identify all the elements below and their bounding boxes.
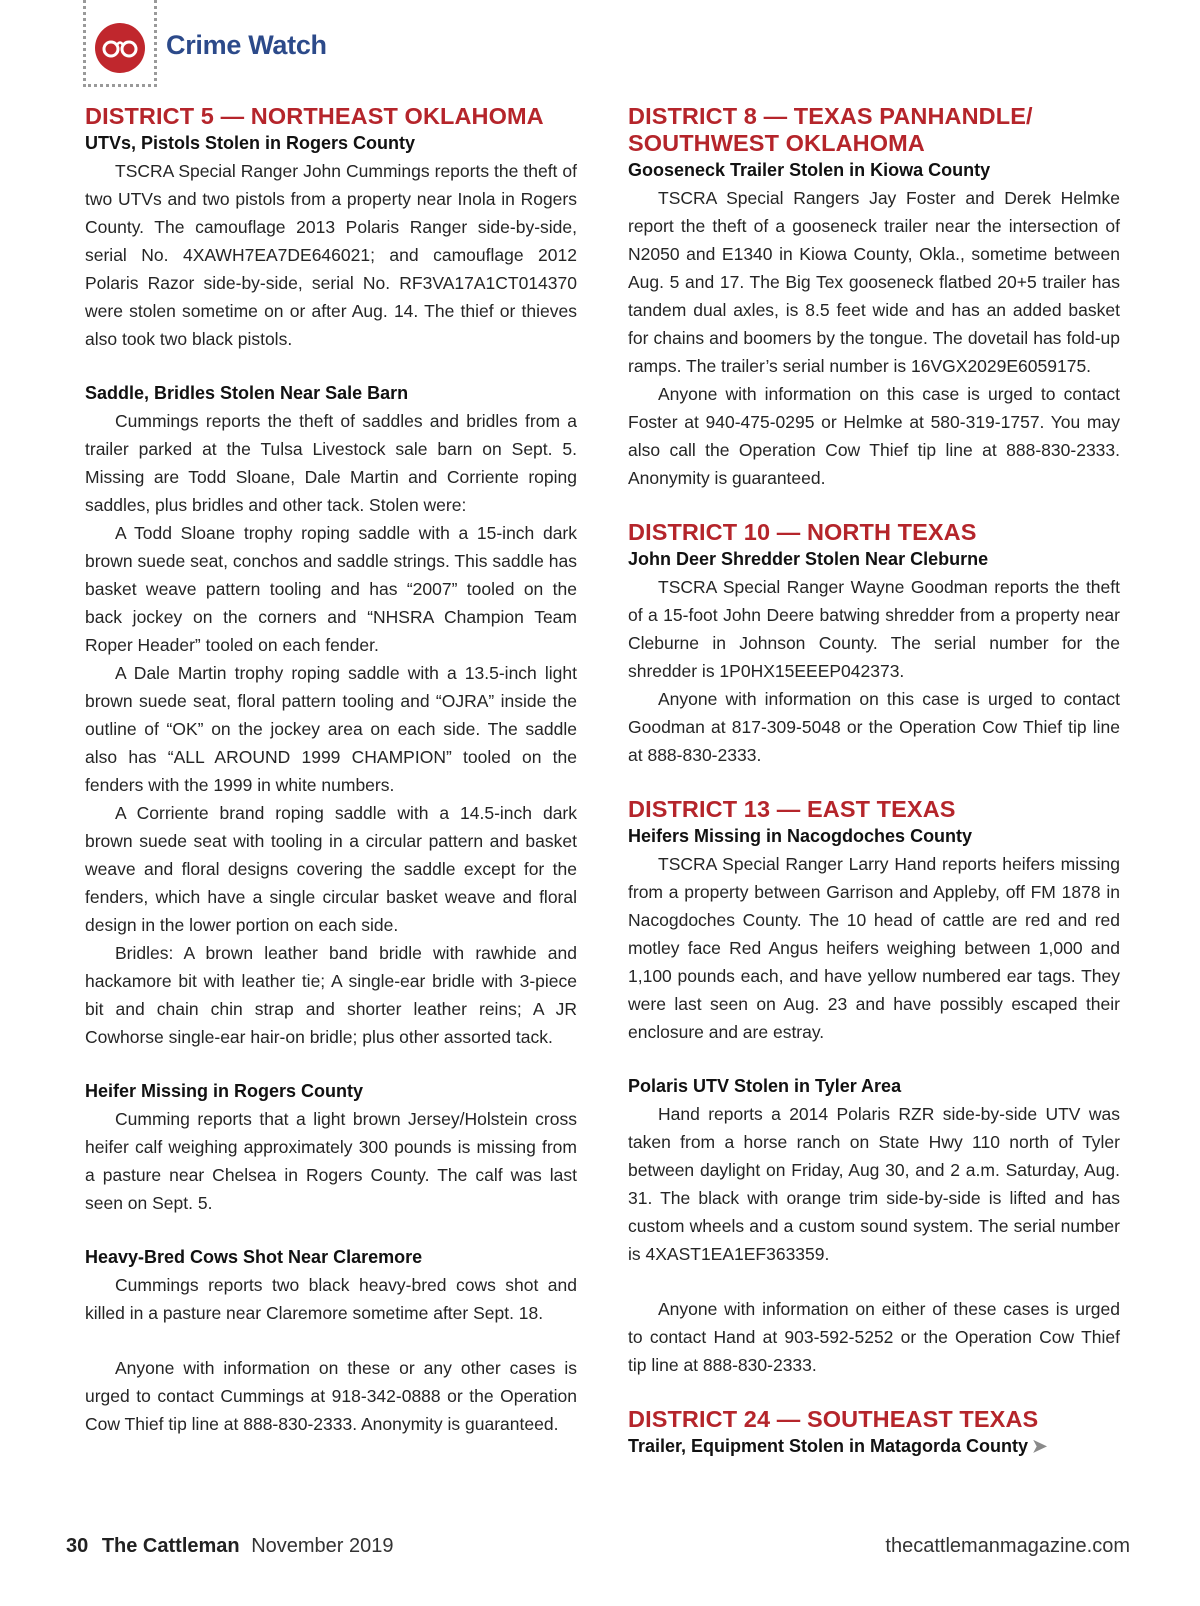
story-headline: Heavy-Bred Cows Shot Near Claremore	[85, 1247, 423, 1267]
right-column	[628, 103, 1120, 1460]
story-paragraph: Cummings reports two black heavy-bred cows shot and killed in a pasture near Claremore sometime after Sept. 18.	[85, 1275, 577, 1323]
page-footer	[66, 1535, 1130, 1565]
issue-date: November 2019	[251, 1535, 394, 1557]
crime-watch-logo-frame	[83, 0, 157, 87]
story-headline: Polaris UTV Stolen in Tyler Area	[628, 1076, 902, 1096]
left-column	[85, 103, 577, 1438]
story-paragraph: Cumming reports that a light brown Jersey/Holstein cross heifer calf weighing approximately 300 pounds is missing from a pasture near Chelsea in Rogers County. The calf was last seen on Sept. 5.	[85, 1109, 577, 1213]
district-8-heading	[628, 103, 1120, 157]
continue-arrow-icon: ➤	[1032, 1436, 1048, 1456]
story-headline: John Deer Shredder Stolen Near Cleburne	[628, 549, 989, 569]
story-headline: Saddle, Bridles Stolen Near Sale Barn	[85, 383, 409, 403]
story-headline-text: Trailer, Equipment Stolen in Matagorda County	[628, 1436, 1029, 1456]
contact-paragraph: Anyone with information on this case is urged to contact Goodman at 817-309-5048 or the Operation Cow Thief tip line at 888-830-2333.	[628, 689, 1120, 765]
page-number: 30	[66, 1535, 89, 1557]
crime-watch-logo	[95, 23, 145, 73]
district-8-heading-line2: SOUTHWEST OKLAHOMA	[628, 130, 925, 156]
contact-paragraph: Anyone with information on these or any other cases is urged to contact Cummings at 918-342-0888 or the Operation Cow Thief tip line at 888-830-2333. Anonymity is guaranteed.	[85, 1358, 577, 1434]
story-headline	[628, 1433, 1120, 1460]
story-headline: Gooseneck Trailer Stolen in Kiowa County	[628, 160, 991, 180]
contact-paragraph: Anyone with information on this case is urged to contact Foster at 940-475-0295 or Helmke at 580-319-1757. You may also call the Operation Cow Thief tip line at 888-830-2333. Anonymity is guaranteed.	[628, 384, 1120, 488]
story-headline: Heifer Missing in Rogers County	[85, 1081, 364, 1101]
website-link[interactable]: thecattlemanmagazine.com	[885, 1535, 1130, 1557]
story-headline: UTVs, Pistols Stolen in Rogers County	[85, 133, 416, 153]
district-8-heading-line1: DISTRICT 8 — TEXAS PANHANDLE/	[628, 103, 1033, 129]
story-paragraph: TSCRA Special Ranger John Cummings reports the theft of two UTVs and two pistols from a property near Inola in Rogers County. The camouflage 2013 Polaris Ranger side-by-side, serial No. 4XAWH7EA7DE646021; and camouflage 2012 Polaris Razor side-by-side, serial No. RF3VA17A1CT014370 were stolen sometime on or after Aug. 14. The thief or thieves also took two black pistols.	[85, 161, 577, 349]
story-paragraph: A Dale Martin trophy roping saddle with a 13.5-inch light brown suede seat, floral pattern tooling and “OJRA” inside the outline of “OK” on the jockey area on each side. The saddle also has “ALL AROUND 1999 CHAMPION” tooled on the fenders with the 1999 in white numbers.	[85, 663, 577, 795]
story-paragraph: Bridles: A brown leather band bridle with rawhide and hackamore bit with leather tie; A single-ear bridle with 3-piece bit and chain chin strap and shorter leather reins; A JR Cowhorse single-ear hair-on bridle; plus other assorted tack.	[85, 943, 577, 1047]
story-headline: Heifers Missing in Nacogdoches County	[628, 826, 973, 846]
district-24-heading: DISTRICT 24 — SOUTHEAST TEXAS	[628, 1406, 1039, 1432]
story-paragraph: TSCRA Special Rangers Jay Foster and Derek Helmke report the theft of a gooseneck trailer near the intersection of N2050 and E1340 in Kiowa County, Okla., sometime between Aug. 5 and 17. The Big Tex gooseneck flatbed 20+5 trailer has tandem dual axles, is 8.5 feet wide and has an added basket for chains and boomers by the tongue. The dovetail has fold-up ramps. The trailer’s serial number is 16VGX2029E6059175.	[628, 188, 1120, 376]
section-title: Crime Watch	[166, 30, 327, 60]
story-paragraph: TSCRA Special Ranger Larry Hand reports heifers missing from a property between Garrison and Appleby, off FM 1878 in Nacogdoches County. The 10 head of cattle are red and red motley face Red Angus heifers weighing between 1,000 and 1,100 pounds each, and have yellow numbered ear tags. They were last seen on Aug. 23 and have possibly escaped their enclosure and are estray.	[628, 854, 1120, 1042]
story-paragraph: Cummings reports the theft of saddles and bridles from a trailer parked at the Tulsa Livestock sale barn on Sept. 5. Missing are Todd Sloane, Dale Martin and Corriente roping saddles, plus bridles and other tack. Stolen were:	[85, 411, 577, 515]
magazine-name: The Cattleman	[101, 1535, 240, 1557]
district-13-heading: DISTRICT 13 — EAST TEXAS	[628, 796, 956, 822]
contact-paragraph: Anyone with information on either of these cases is urged to contact Hand at 903-592-5252 or the Operation Cow Thief tip line at 888-830-2333.	[628, 1299, 1120, 1375]
handcuffs-icon	[102, 36, 138, 60]
district-10-heading: DISTRICT 10 — NORTH TEXAS	[628, 519, 977, 545]
story-paragraph: Hand reports a 2014 Polaris RZR side-by-side UTV was taken from a horse ranch on State Hwy 110 north of Tyler between daylight on Friday, Aug 30, and 2 a.m. Saturday, Aug. 31. The black with orange trim side-by-side is lifted and has custom wheels and a custom sound system. The serial number is 4XAST1EA1EF363359.	[628, 1104, 1120, 1264]
story-paragraph: A Todd Sloane trophy roping saddle with a 15-inch dark brown suede seat, conchos and saddle strings. This saddle has basket weave pattern tooling and has “2007” tooled on the back jockey on the corners and “NHSRA Champion Team Roper Header” tooled on each fender.	[85, 523, 577, 655]
story-paragraph: TSCRA Special Ranger Wayne Goodman reports the theft of a 15-foot John Deere batwing shredder from a property near Cleburne in Johnson County. The serial number for the shredder is 1P0HX15EEEP042373.	[628, 577, 1120, 681]
district-5-heading: DISTRICT 5 — NORTHEAST OKLAHOMA	[85, 103, 544, 129]
story-paragraph: A Corriente brand roping saddle with a 14.5-inch dark brown suede seat with tooling in a circular pattern and basket weave and floral designs covering the saddle except for the fenders, which have a single circular basket weave and floral design in the lower portion on each side.	[85, 803, 577, 935]
